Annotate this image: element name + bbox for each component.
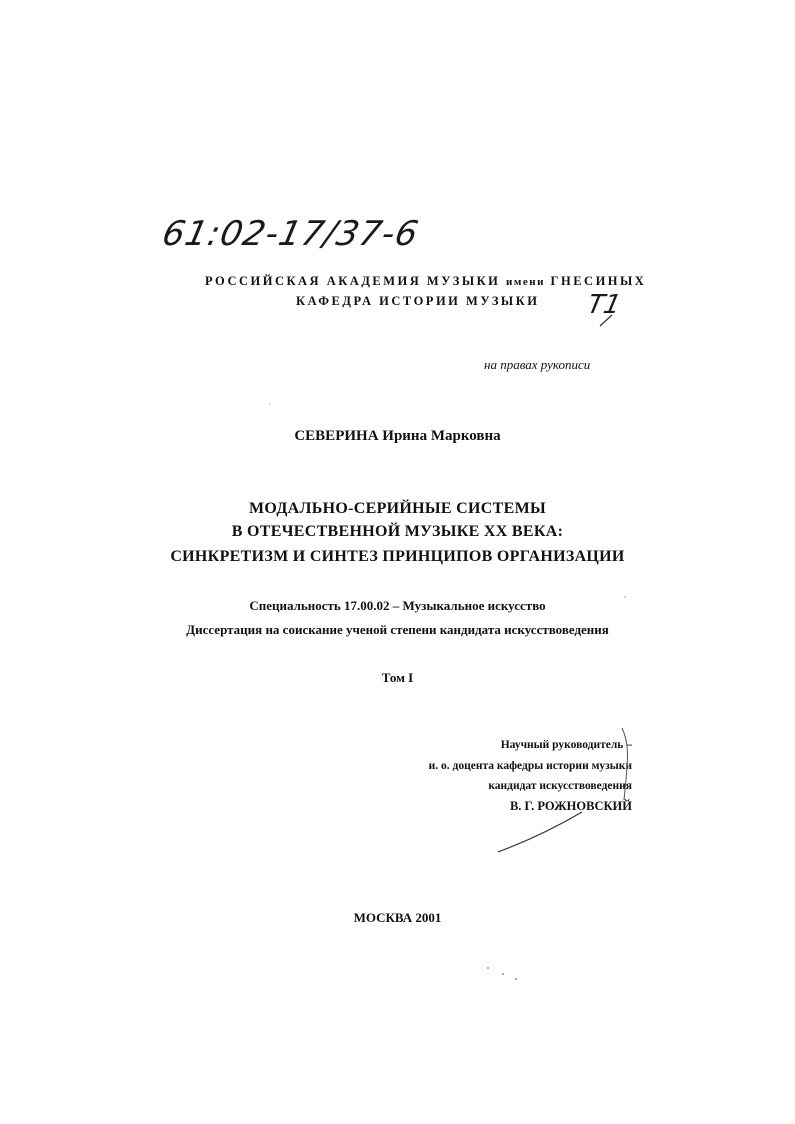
signature-stroke xyxy=(498,812,582,852)
archive-mark-handwritten: Т1 xyxy=(584,290,624,320)
title-line-3: СИНКРЕТИЗМ И СИНТЕЗ ПРИНЦИПОВ ОРГАНИЗАЦИИ xyxy=(170,548,625,565)
scan-speck xyxy=(269,403,270,404)
author-name: СЕВЕРИНА Ирина Марковна xyxy=(294,428,501,444)
scan-speck xyxy=(624,596,625,597)
archive-mark-stroke xyxy=(600,315,612,326)
title-line-1: МОДАЛЬНО-СЕРИЙНЫЕ СИСТЕМЫ xyxy=(249,500,546,517)
academy-main: РОССИЙСКАЯ АКАДЕМИЯ МУЗЫКИ xyxy=(205,274,501,288)
supervisor-name: В. Г. РОЖНОВСКИЙ xyxy=(509,799,632,813)
scan-speck xyxy=(487,967,489,969)
city-year: МОСКВА 2001 xyxy=(353,910,442,925)
academy-imeni: имени xyxy=(506,276,545,288)
supervisor-degree: кандидат искусствоведения xyxy=(488,780,632,792)
specialty-line: Специальность 17.00.02 – Музыкальное искусство xyxy=(249,598,546,613)
rights-note: на правах рукописи xyxy=(484,357,591,372)
scan-speck xyxy=(515,978,517,980)
supervisor-role: Научный руководитель – xyxy=(500,739,632,751)
scan-speck xyxy=(502,973,504,975)
archive-code-handwritten: 61:02-17/37-6 xyxy=(158,214,423,254)
department-heading: КАФЕДРА ИСТОРИИ МУЗЫКИ xyxy=(296,294,540,308)
supervisor-position: и. о. доцента кафедры истории музыки xyxy=(428,760,632,772)
dissertation-line: Диссертация на соискание ученой степени кандидата искусствоведения xyxy=(186,622,609,637)
title-line-2: В ОТЕЧЕСТВЕННОЙ МУЗЫКЕ XX ВЕКА: xyxy=(231,523,564,540)
volume-label: Том I xyxy=(381,670,414,685)
signature-stroke-vertical xyxy=(622,728,628,800)
academy-name: ГНЕСИНЫХ xyxy=(550,274,647,288)
